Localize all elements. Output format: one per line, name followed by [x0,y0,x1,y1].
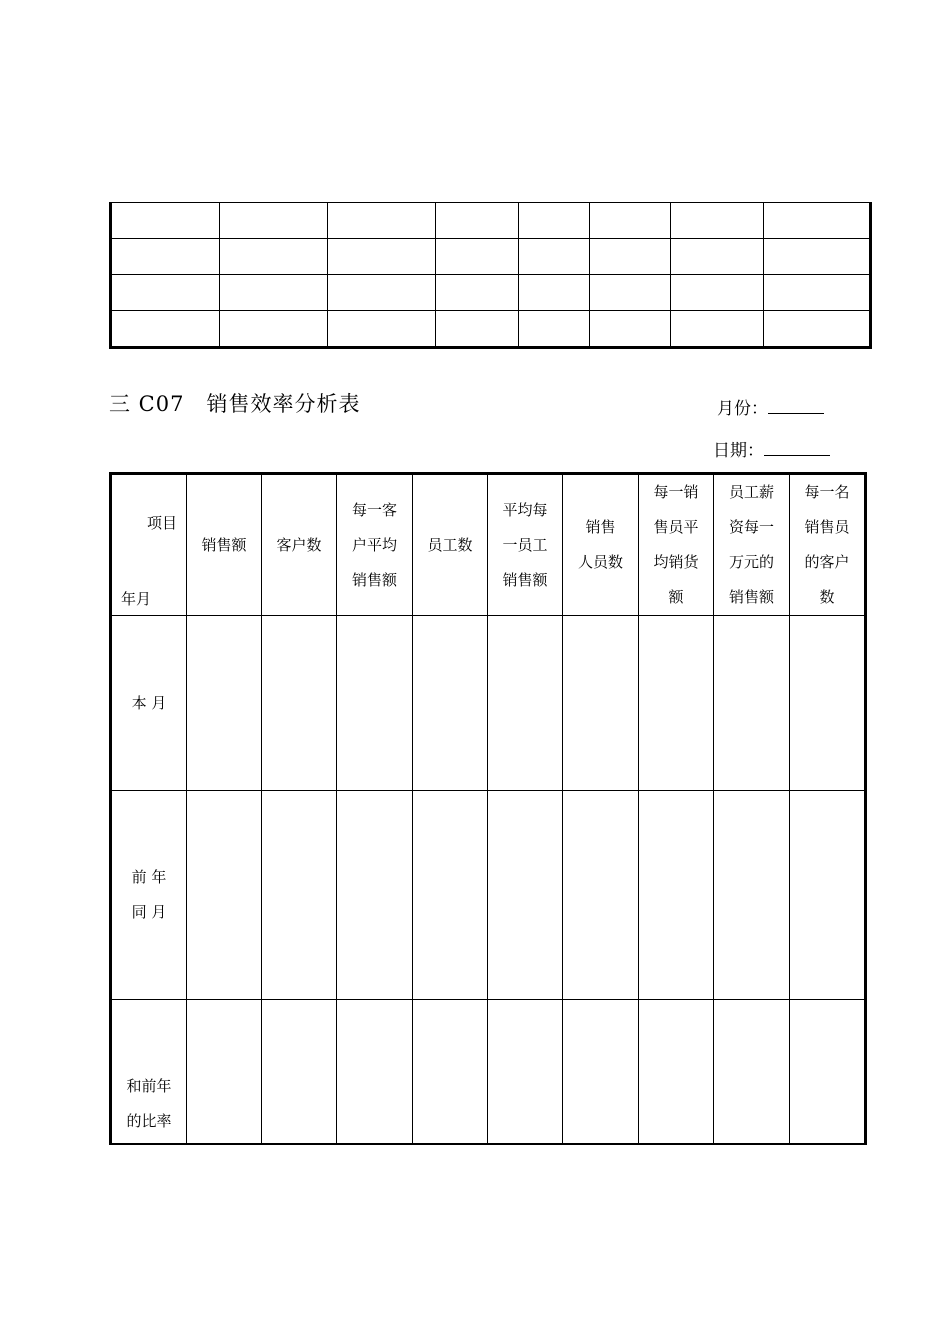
data-cell[interactable] [714,791,790,1000]
header-row [111,474,866,616]
date-blank-line[interactable] [764,439,830,456]
table-row [111,791,866,1000]
data-cell[interactable] [337,1000,413,1145]
row-label: 前 年 同 月 [111,791,187,1000]
data-cell[interactable] [187,1000,262,1145]
previous-table-fragment [109,202,872,349]
data-cell[interactable] [337,616,413,791]
data-cell[interactable] [262,616,337,791]
header-cell: 销售额 [187,474,262,616]
data-cell[interactable] [488,616,563,791]
data-cell[interactable] [413,1000,488,1145]
page-title [109,388,360,418]
form-code: 三 C07 [109,392,185,416]
header-cell: 每一客 户平均 销售额 [337,474,413,616]
header-cell: 员工薪 资每一 万元的 销售额 [714,474,790,616]
table-row [111,311,871,348]
header-cell: 每一销 售员平 均销货 额 [639,474,714,616]
data-cell[interactable] [413,616,488,791]
data-cell[interactable] [790,791,866,1000]
header-cell: 销售 人员数 [563,474,639,616]
row-label: 本 月 [111,616,187,791]
table-row [111,616,866,791]
data-cell[interactable] [563,616,639,791]
row-label: 和前年 的比率 [111,1000,187,1145]
data-cell[interactable] [639,616,714,791]
data-cell[interactable] [187,791,262,1000]
data-cell[interactable] [187,616,262,791]
sales-efficiency-table [109,472,867,1145]
corner-cell [111,474,187,616]
header-cell: 客户数 [262,474,337,616]
form-name: 销售效率分析表 [206,392,361,416]
header-cell: 每一名 销售员 的客户 数 [790,474,866,616]
data-cell[interactable] [488,1000,563,1145]
data-cell[interactable] [790,616,866,791]
data-cell[interactable] [714,1000,790,1145]
corner-month-label: 年月 [121,590,152,608]
data-cell[interactable] [714,616,790,791]
data-cell[interactable] [413,791,488,1000]
month-field [717,394,824,419]
data-cell[interactable] [639,791,714,1000]
data-cell[interactable] [790,1000,866,1145]
table-row [111,203,871,239]
month-label: 月份： [717,399,768,419]
corner-item-label: 项目 [146,514,177,532]
data-cell[interactable] [262,791,337,1000]
data-cell[interactable] [563,791,639,1000]
data-cell[interactable] [337,791,413,1000]
table-row [111,1000,866,1145]
date-label: 日期： [713,441,764,461]
data-cell[interactable] [563,1000,639,1145]
data-cell[interactable] [488,791,563,1000]
data-cell[interactable] [262,1000,337,1145]
table-row [111,239,871,275]
header-cell: 平均每 一员工 销售额 [488,474,563,616]
data-cell[interactable] [639,1000,714,1145]
month-blank-line[interactable] [768,397,824,414]
date-field [713,436,830,461]
table-row [111,275,871,311]
header-cell: 员工数 [413,474,488,616]
